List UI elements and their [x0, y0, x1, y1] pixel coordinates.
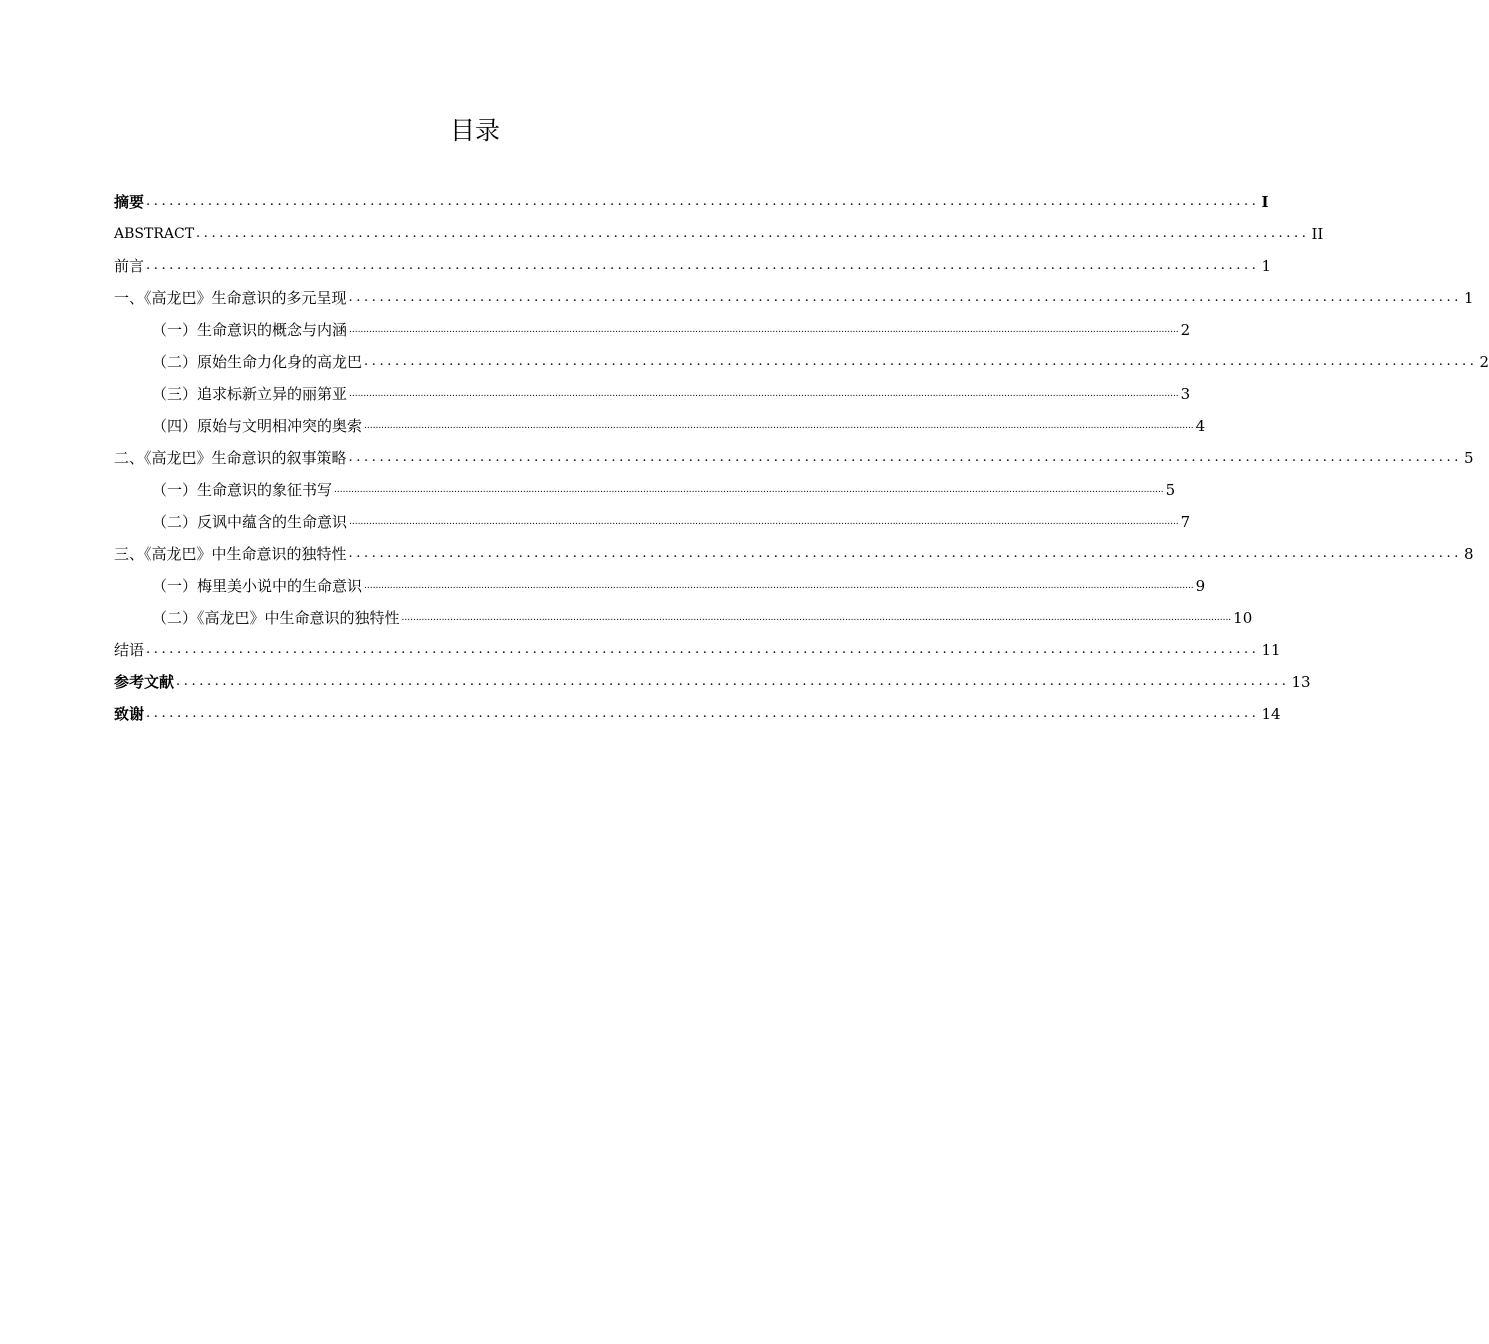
dot-leader: ................................................................................................................................................	[364, 354, 1478, 369]
toc-entry-page: 5	[1165, 481, 1176, 499]
toc-entry[interactable]	[114, 596, 1253, 628]
toc-entry[interactable]	[114, 212, 1324, 244]
toc-entry-page: 5	[1463, 449, 1474, 467]
toc-entry-title: （二）原始生命力化身的高龙巴	[152, 353, 363, 371]
dot-leader: ................................................................................................................................................	[146, 258, 1260, 273]
dot-leader: ................................................................................................................................................	[146, 194, 1260, 209]
toc-entry-title: （一）梅里美小说中的生命意识	[152, 577, 363, 595]
toc-entry[interactable]	[114, 340, 1489, 372]
toc-entry-title: （二）《高龙巴》中生命意识的独特性	[152, 609, 400, 627]
dot-leader: ................................................................................................................................................	[348, 546, 1462, 561]
toc-entry-page: 7	[1180, 513, 1191, 531]
toc-entry-title: （一）生命意识的概念与内涵	[152, 321, 348, 339]
toc-entry[interactable]	[114, 276, 1474, 308]
toc-entry-title: 致谢	[114, 705, 145, 723]
toc-entry-title: （三）追求标新立异的丽第亚	[152, 385, 348, 403]
toc-entry-page: 13	[1291, 673, 1311, 691]
toc-entry-title: 结语	[114, 641, 145, 659]
toc-entry[interactable]	[114, 532, 1474, 564]
toc-entry-title: ABSTRACT	[114, 226, 195, 242]
toc-entry[interactable]	[114, 628, 1281, 660]
toc-entry-title: （二）反讽中蕴含的生命意识	[152, 513, 348, 531]
dot-leader: ..................................................................................................................................................................................................................................................................................................	[334, 485, 1164, 495]
toc-entry-page: 3	[1180, 385, 1191, 403]
toc-entry[interactable]	[114, 564, 1206, 596]
dot-leader: ................................................................................................................................................	[176, 674, 1290, 689]
dot-leader: ..................................................................................................................................................................................................................................................................................................	[401, 613, 1232, 623]
toc-entry-page: 1	[1261, 257, 1272, 275]
toc-entry-title: 一、《高龙巴》生命意识的多元呈现	[114, 289, 347, 307]
toc-entry-title: 前言	[114, 257, 145, 275]
toc-entry[interactable]	[114, 308, 1191, 340]
dot-leader: ..................................................................................................................................................................................................................................................................................................	[364, 421, 1194, 431]
toc-entry-page: 4	[1195, 417, 1206, 435]
dot-leader: ..................................................................................................................................................................................................................................................................................................	[349, 389, 1179, 399]
dot-leader: ................................................................................................................................................	[348, 450, 1462, 465]
toc-entry-page: 14	[1261, 705, 1281, 723]
toc-entry-title: 三、《高龙巴》中生命意识的独特性	[114, 545, 347, 563]
toc-entry-title: 参考文献	[114, 673, 175, 691]
toc-entry-title: 摘要	[114, 193, 145, 211]
dot-leader: ................................................................................................................................................	[348, 290, 1462, 305]
toc-entry-title: （一）生命意识的象征书写	[152, 481, 333, 499]
toc-entry-page: 2	[1479, 353, 1489, 371]
toc-entry-page: 1	[1463, 289, 1474, 307]
table-of-contents	[114, 180, 1489, 724]
toc-entry[interactable]	[114, 692, 1281, 724]
toc-entry-page: I	[1261, 193, 1269, 211]
toc-entry[interactable]	[114, 500, 1191, 532]
toc-entry-page: 11	[1261, 641, 1281, 659]
toc-entry-page: 9	[1195, 577, 1206, 595]
page-title: 目录	[449, 116, 500, 145]
toc-entry[interactable]	[114, 468, 1176, 500]
toc-entry[interactable]	[114, 180, 1269, 212]
dot-leader: ..................................................................................................................................................................................................................................................................................................	[364, 581, 1194, 591]
dot-leader: ................................................................................................................................................	[146, 706, 1260, 721]
toc-entry-title: 二、《高龙巴》生命意识的叙事策略	[114, 449, 347, 467]
toc-entry[interactable]	[114, 244, 1272, 276]
toc-entry[interactable]	[114, 660, 1311, 692]
dot-leader: ..................................................................................................................................................................................................................................................................................................	[349, 325, 1179, 335]
dot-leader: ................................................................................................................................................	[146, 642, 1260, 657]
toc-entry-title: （四）原始与文明相冲突的奥索	[152, 417, 363, 435]
dot-leader: ................................................................................................................................................	[196, 226, 1310, 241]
toc-entry[interactable]	[114, 372, 1191, 404]
dot-leader: ..................................................................................................................................................................................................................................................................................................	[349, 517, 1179, 527]
toc-entry[interactable]	[114, 436, 1474, 468]
toc-entry[interactable]	[114, 404, 1206, 436]
toc-entry-page: II	[1311, 225, 1324, 243]
toc-entry-page: 10	[1233, 609, 1253, 627]
toc-entry-page: 2	[1180, 321, 1191, 339]
toc-entry-page: 8	[1463, 545, 1474, 563]
